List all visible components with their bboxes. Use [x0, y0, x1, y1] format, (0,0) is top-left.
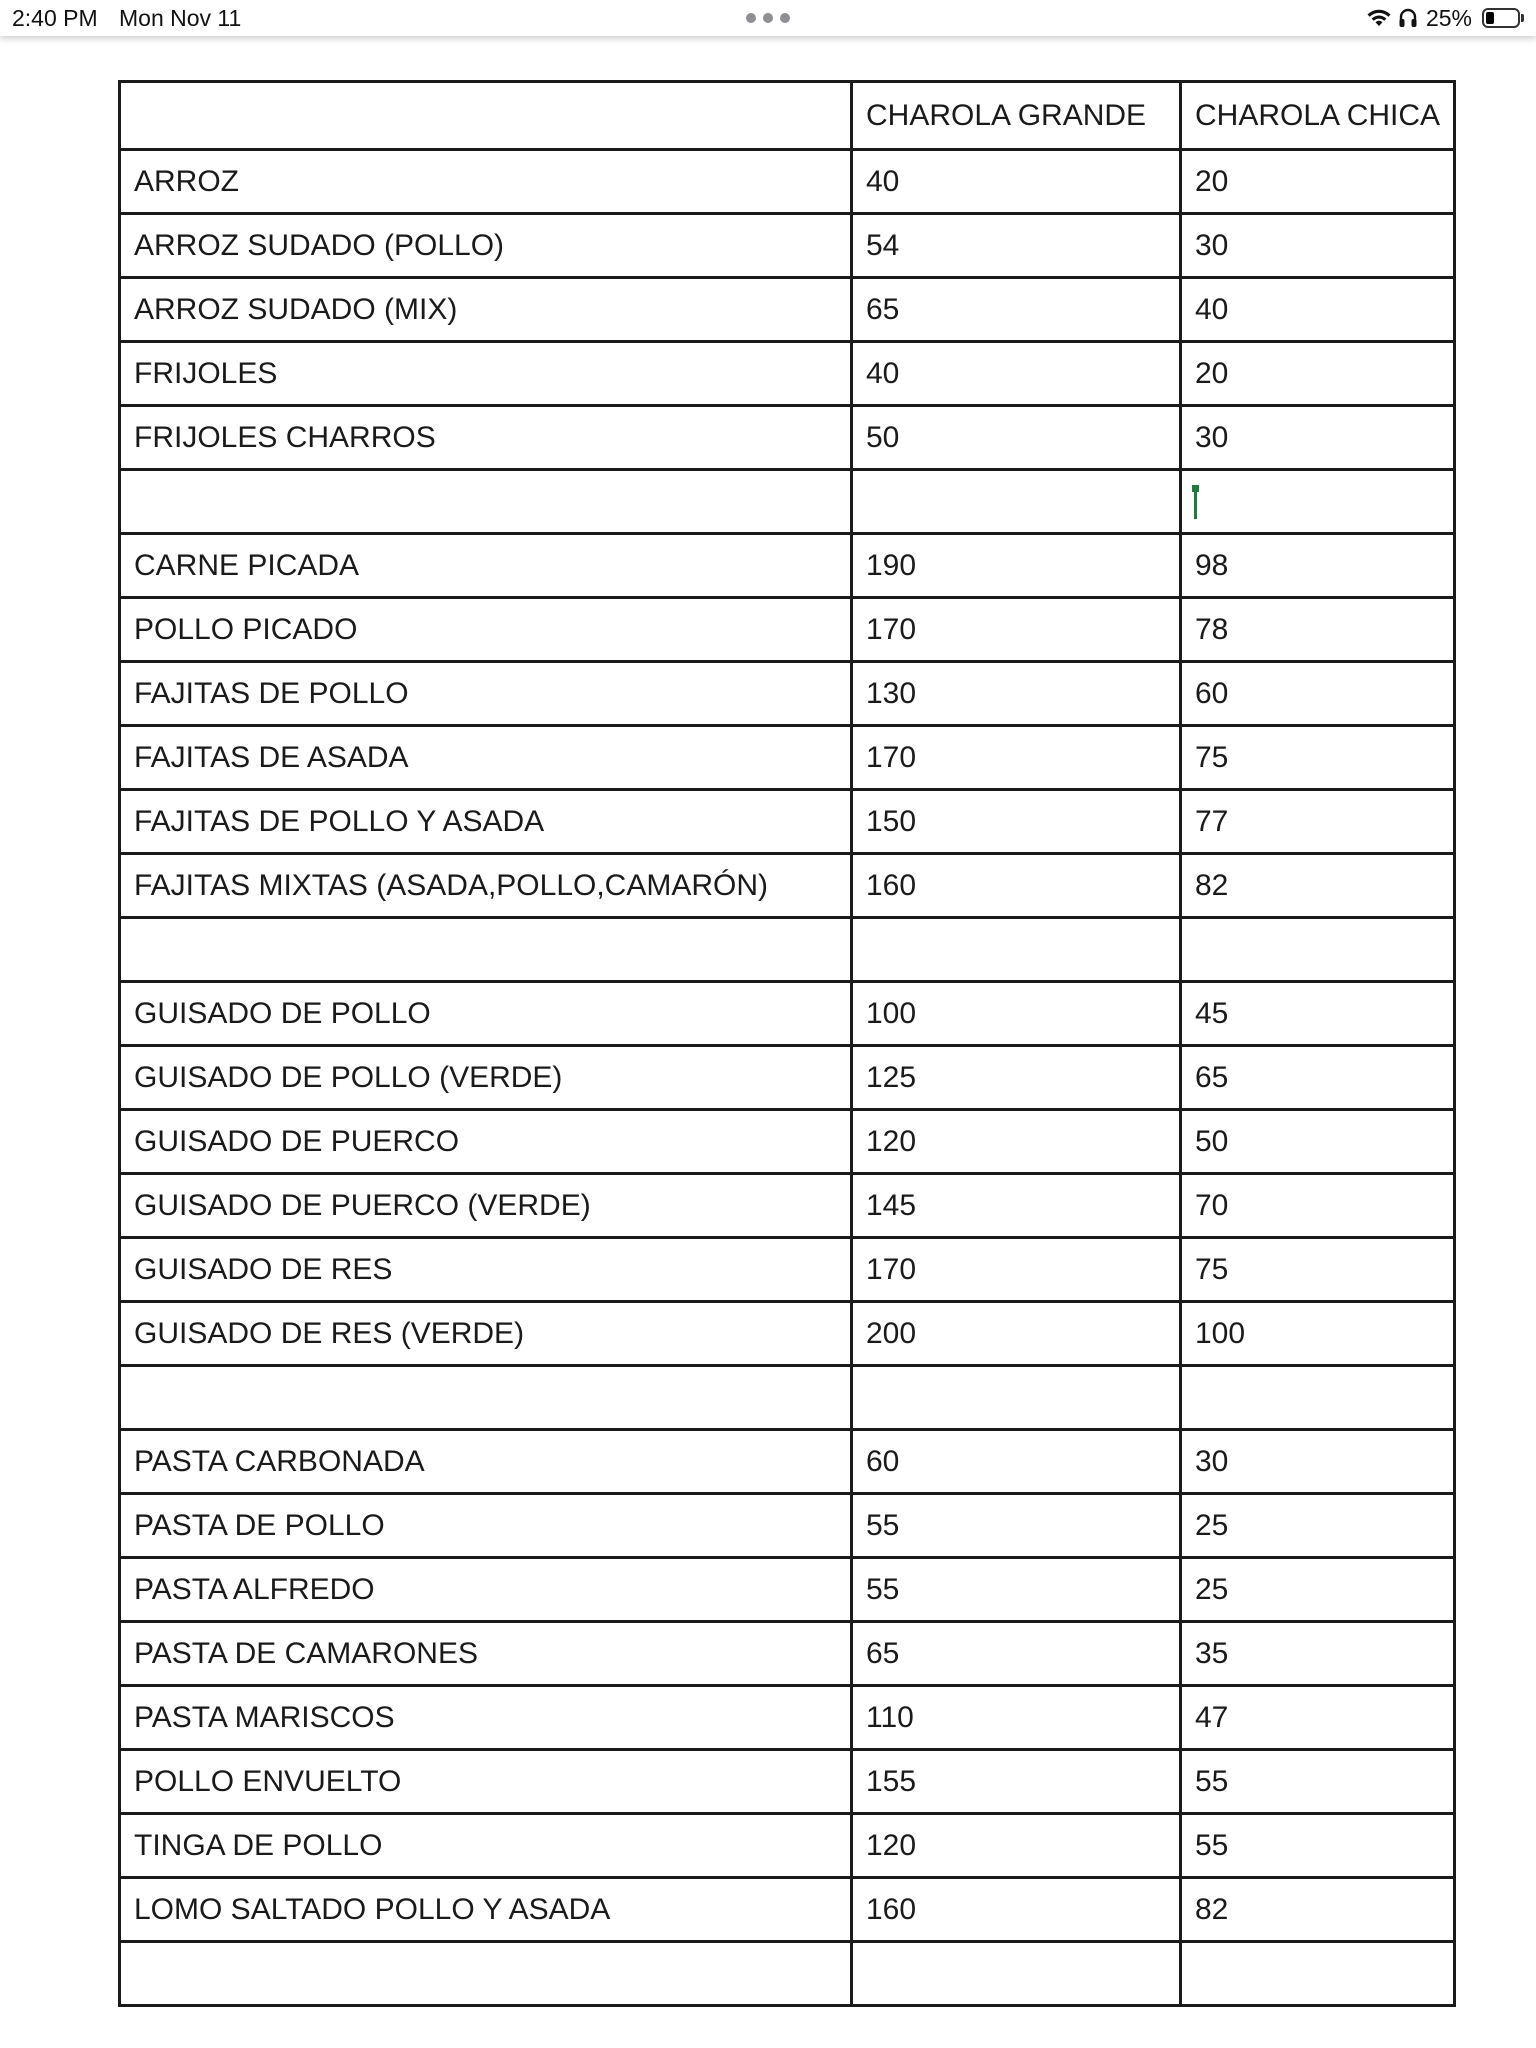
- cell-charola-chica[interactable]: 78: [1181, 598, 1455, 662]
- cell-charola-chica[interactable]: [1181, 1942, 1455, 2006]
- table-row: [120, 726, 1455, 790]
- cell-charola-grande[interactable]: 65: [852, 1622, 1181, 1686]
- table-row: [120, 598, 1455, 662]
- table-row: [120, 342, 1455, 406]
- multitasking-menu-icon[interactable]: [746, 13, 790, 23]
- cell-item[interactable]: FRIJOLES: [120, 342, 852, 406]
- cell-item[interactable]: GUISADO DE RES: [120, 1238, 852, 1302]
- cell-item[interactable]: LOMO SALTADO POLLO Y ASADA: [120, 1878, 852, 1942]
- cell-item[interactable]: [120, 918, 852, 982]
- cell-item[interactable]: ARROZ SUDADO (POLLO): [120, 214, 852, 278]
- table-row: [120, 1558, 1455, 1622]
- cell-item[interactable]: FRIJOLES CHARROS: [120, 406, 852, 470]
- cell-item[interactable]: CARNE PICADA: [120, 534, 852, 598]
- cell-charola-chica[interactable]: 77: [1181, 790, 1455, 854]
- table-row: [120, 662, 1455, 726]
- cell-charola-grande[interactable]: 170: [852, 1238, 1181, 1302]
- cell-charola-chica[interactable]: [1181, 918, 1455, 982]
- cell-item[interactable]: [120, 1942, 852, 2006]
- cell-charola-chica[interactable]: 65: [1181, 1046, 1455, 1110]
- cell-item[interactable]: ARROZ SUDADO (MIX): [120, 278, 852, 342]
- cell-charola-grande[interactable]: 160: [852, 1878, 1181, 1942]
- table-row: [120, 854, 1455, 918]
- cell-item[interactable]: FAJITAS DE ASADA: [120, 726, 852, 790]
- cell-charola-chica[interactable]: 55: [1181, 1750, 1455, 1814]
- battery-icon: [1482, 8, 1520, 28]
- table-row: [120, 214, 1455, 278]
- cell-charola-grande[interactable]: 155: [852, 1750, 1181, 1814]
- table-row: [120, 1686, 1455, 1750]
- cell-charola-grande[interactable]: 170: [852, 598, 1181, 662]
- cell-charola-chica[interactable]: 75: [1181, 726, 1455, 790]
- table-row-empty: [120, 470, 1455, 534]
- cell-item[interactable]: [120, 470, 852, 534]
- cell-charola-grande[interactable]: 170: [852, 726, 1181, 790]
- cell-charola-chica[interactable]: [1181, 1366, 1455, 1430]
- cell-charola-grande[interactable]: 200: [852, 1302, 1181, 1366]
- cell-item[interactable]: TINGA DE POLLO: [120, 1814, 852, 1878]
- price-table: [118, 80, 1456, 2007]
- cell-charola-grande[interactable]: [852, 1366, 1181, 1430]
- table-row: [120, 1750, 1455, 1814]
- cell-charola-grande[interactable]: [852, 470, 1181, 534]
- cell-charola-grande[interactable]: 60: [852, 1430, 1181, 1494]
- cell-charola-chica[interactable]: 100: [1181, 1302, 1455, 1366]
- status-time: 2:40 PM: [12, 5, 98, 31]
- cell-charola-grande[interactable]: 120: [852, 1110, 1181, 1174]
- cell-item[interactable]: FAJITAS MIXTAS (ASADA,POLLO,CAMARÓN): [120, 854, 852, 918]
- cell-charola-chica[interactable]: 30: [1181, 406, 1455, 470]
- cell-charola-chica[interactable]: 45: [1181, 982, 1455, 1046]
- cell-charola-chica[interactable]: 35: [1181, 1622, 1455, 1686]
- headphones-icon: [1398, 7, 1418, 29]
- cell-charola-chica[interactable]: 60: [1181, 662, 1455, 726]
- cell-charola-chica[interactable]: 75: [1181, 1238, 1455, 1302]
- cell-charola-chica[interactable]: 47: [1181, 1686, 1455, 1750]
- cell-charola-chica[interactable]: 20: [1181, 150, 1455, 214]
- cell-charola-chica[interactable]: 82: [1181, 1878, 1455, 1942]
- cell-item[interactable]: GUISADO DE RES (VERDE): [120, 1302, 852, 1366]
- battery-nub: [1521, 14, 1524, 22]
- cell-item[interactable]: FAJITAS DE POLLO: [120, 662, 852, 726]
- cell-item[interactable]: GUISADO DE PUERCO (VERDE): [120, 1174, 852, 1238]
- cell-charola-grande[interactable]: 150: [852, 790, 1181, 854]
- cell-charola-chica[interactable]: 50: [1181, 1110, 1455, 1174]
- table-row-empty: [120, 1366, 1455, 1430]
- cell-charola-grande[interactable]: 100: [852, 982, 1181, 1046]
- cell-charola-grande[interactable]: 50: [852, 406, 1181, 470]
- table-row: [120, 790, 1455, 854]
- table-row: [120, 1494, 1455, 1558]
- text-cursor: [1194, 485, 1197, 519]
- table-row: [120, 1814, 1455, 1878]
- cell-charola-grande[interactable]: 110: [852, 1686, 1181, 1750]
- table-header-row: [120, 82, 1455, 150]
- table-row: [120, 1878, 1455, 1942]
- cell-charola-chica[interactable]: 30: [1181, 1430, 1455, 1494]
- header-cell-charola-grande[interactable]: CHAROLA GRANDE: [852, 82, 1181, 150]
- table-row: [120, 1046, 1455, 1110]
- cell-charola-grande[interactable]: 160: [852, 854, 1181, 918]
- battery-percentage: 25%: [1425, 4, 1472, 31]
- cell-charola-grande[interactable]: 40: [852, 150, 1181, 214]
- cell-charola-grande[interactable]: 55: [852, 1558, 1181, 1622]
- cell-item[interactable]: [120, 1366, 852, 1430]
- cell-item[interactable]: PASTA MARISCOS: [120, 1686, 852, 1750]
- cell-charola-grande[interactable]: 54: [852, 214, 1181, 278]
- status-indicators: [1366, 4, 1524, 32]
- cell-charola-grande[interactable]: 130: [852, 662, 1181, 726]
- cell-charola-grande[interactable]: 65: [852, 278, 1181, 342]
- cell-item[interactable]: ARROZ: [120, 150, 852, 214]
- table-row-empty: [120, 1942, 1455, 2006]
- cell-charola-chica[interactable]: 70: [1181, 1174, 1455, 1238]
- cell-item[interactable]: PASTA ALFREDO: [120, 1558, 852, 1622]
- table-row: [120, 1302, 1455, 1366]
- table-row: [120, 982, 1455, 1046]
- cell-charola-grande[interactable]: 55: [852, 1494, 1181, 1558]
- cell-item[interactable]: FAJITAS DE POLLO Y ASADA: [120, 790, 852, 854]
- cell-charola-chica[interactable]: 55: [1181, 1814, 1455, 1878]
- cell-charola-grande[interactable]: 40: [852, 342, 1181, 406]
- cell-item[interactable]: PASTA DE CAMARONES: [120, 1622, 852, 1686]
- cell-item[interactable]: PASTA CARBONADA: [120, 1430, 852, 1494]
- cell-charola-chica[interactable]: 25: [1181, 1558, 1455, 1622]
- cell-item[interactable]: GUISADO DE POLLO (VERDE): [120, 1046, 852, 1110]
- table-row: [120, 1238, 1455, 1302]
- status-date: Mon Nov 11: [119, 5, 242, 31]
- table-row-empty: [120, 918, 1455, 982]
- cell-item[interactable]: POLLO PICADO: [120, 598, 852, 662]
- table-row: [120, 406, 1455, 470]
- cell-item[interactable]: POLLO ENVUELTO: [120, 1750, 852, 1814]
- cell-charola-chica[interactable]: [1181, 470, 1455, 534]
- cell-item[interactable]: PASTA DE POLLO: [120, 1494, 852, 1558]
- table-row: [120, 278, 1455, 342]
- table-row: [120, 1430, 1455, 1494]
- cell-charola-grande[interactable]: [852, 1942, 1181, 2006]
- cell-charola-chica[interactable]: 82: [1181, 854, 1455, 918]
- cell-charola-chica[interactable]: 20: [1181, 342, 1455, 406]
- header-cell-charola-chica[interactable]: CHAROLA CHICA: [1181, 82, 1455, 150]
- cell-charola-grande[interactable]: 120: [852, 1814, 1181, 1878]
- cell-item[interactable]: GUISADO DE PUERCO: [120, 1110, 852, 1174]
- cell-charola-chica[interactable]: 98: [1181, 534, 1455, 598]
- cell-charola-grande[interactable]: 125: [852, 1046, 1181, 1110]
- table-row: [120, 1174, 1455, 1238]
- cell-charola-grande[interactable]: 190: [852, 534, 1181, 598]
- cell-charola-chica[interactable]: 40: [1181, 278, 1455, 342]
- table-row: [120, 1110, 1455, 1174]
- cell-charola-grande[interactable]: 145: [852, 1174, 1181, 1238]
- table-row: [120, 1622, 1455, 1686]
- status-bar: [0, 0, 1536, 36]
- header-cell-item[interactable]: [120, 82, 852, 150]
- table-row: [120, 150, 1455, 214]
- cell-charola-chica[interactable]: 25: [1181, 1494, 1455, 1558]
- wifi-icon: [1366, 8, 1392, 28]
- cell-charola-grande[interactable]: [852, 918, 1181, 982]
- table-row: [120, 534, 1455, 598]
- cell-item[interactable]: GUISADO DE POLLO: [120, 982, 852, 1046]
- cell-charola-chica[interactable]: 30: [1181, 214, 1455, 278]
